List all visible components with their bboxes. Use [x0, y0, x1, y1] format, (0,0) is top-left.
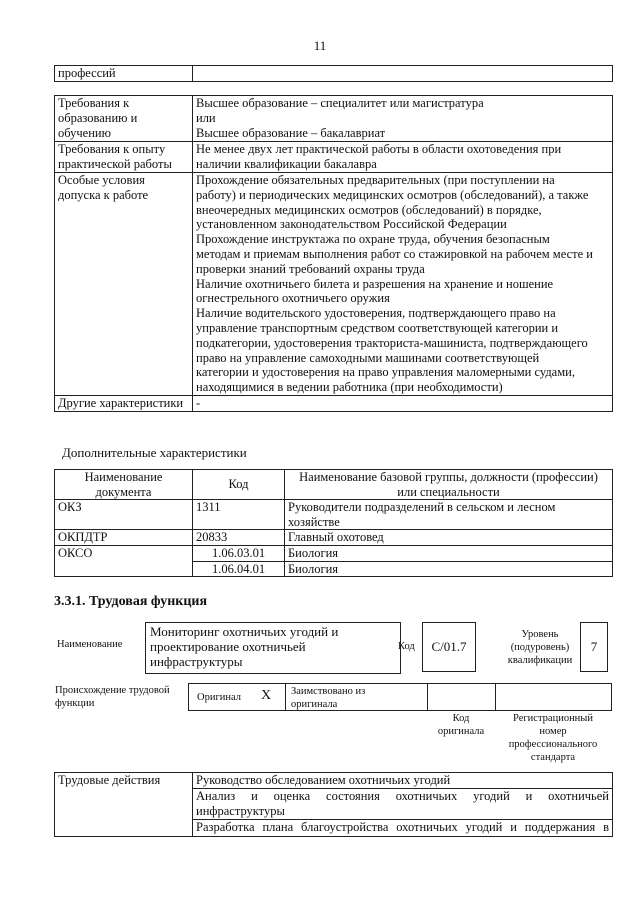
req-line: Прохождение инструктажа по охране труда, обучения безопасным [196, 232, 550, 247]
original-label: Оригинал [197, 692, 241, 703]
caption-line: Регистрационный [513, 713, 593, 724]
origin-label-line: Происхождение трудовой [55, 685, 170, 696]
caption-line: стандарта [530, 752, 576, 763]
req-line: работу) и периодических медицинских осмотров (обследований), а также [196, 187, 589, 202]
req-line: Наличие охотничьего билета и разрешения на хранение и ношение [196, 276, 554, 291]
cell-name: Главный охотовед [285, 530, 613, 546]
col-header: Код [193, 470, 285, 500]
req-line: Не менее двух лет практической работы в области охотоведения при [196, 142, 562, 156]
req-label: Требования к образованию и обучению [55, 96, 193, 142]
req-line: огнестрельного охотничьего оружия [196, 291, 390, 306]
level-label-line: квалификации [507, 655, 573, 666]
table-row [55, 500, 613, 530]
col-header: Наименование базовой группы, должности (профессии) или специальности [285, 470, 613, 500]
req-row-conditions [55, 173, 613, 396]
cell-doc: ОКПДТР [55, 530, 193, 546]
additional-title: Дополнительные характеристики [62, 445, 247, 460]
add-header-row [55, 470, 613, 500]
level-label-line: Уровень [521, 629, 559, 640]
borrowed-label-line: Заимствовано из [291, 686, 366, 697]
req-line: управление транспортным средством соответствующей категории и [196, 320, 559, 335]
req-line: установленном законодательством Российской Федерации [196, 217, 507, 232]
req-line: Высшее образование – специалитет или магистратура [196, 96, 484, 110]
req-line: наличии квалификации бакалавра [196, 156, 377, 171]
req-line: право на управление самоходными машинами соответствующей [196, 350, 540, 365]
cell-name: Биология [285, 545, 613, 561]
function-name-box [145, 622, 401, 674]
req-line: методам и приемам выполнения работ со стажировкой на рабочем месте и [196, 246, 593, 261]
level-value: 7 [580, 622, 608, 672]
divider [285, 684, 286, 710]
req-line: - [196, 395, 201, 410]
item-line: Разработка плана благоустройства охотничьих угодий и поддержания в [196, 820, 609, 834]
code-value: С/01.7 [422, 622, 476, 672]
page-number: 11 [313, 38, 327, 53]
req-row-education [55, 96, 613, 142]
code-label: Код [398, 641, 415, 652]
col-header: Наименование документа [55, 470, 193, 500]
req-value [193, 395, 613, 411]
req-line: находящимися в ведении работника (при необходимости) [196, 380, 503, 395]
item-line: инфраструктуры [196, 804, 285, 818]
req-row-other [55, 395, 613, 411]
function-name-label: Наименование [57, 639, 123, 650]
divider [427, 684, 428, 710]
code-original-caption [428, 712, 494, 738]
table-row [55, 545, 613, 561]
req-line: Высшее образование – бакалавриат [196, 125, 386, 140]
table-row [55, 530, 613, 546]
req-line: Наличие водительского удостоверения, подтверждающего право на [196, 306, 556, 321]
table-row [55, 773, 613, 789]
labor-action-item [193, 789, 613, 820]
caption-line: Код [452, 713, 470, 724]
cell-name: Руководители подразделений в сельском и лесном хозяйстве [285, 500, 613, 530]
origin-box [188, 683, 612, 711]
req-value [193, 142, 613, 173]
reg-number-caption [498, 712, 608, 764]
caption-line: номер [539, 726, 567, 737]
req-row-experience [55, 142, 613, 173]
req-line: категории и удостоверения на право управления маломерными судами, [196, 365, 575, 380]
top-row-left: профессий [55, 66, 193, 82]
borrowed-label [291, 685, 365, 711]
cell-name: Биология [285, 561, 613, 577]
labor-action-item [193, 820, 613, 837]
level-label-line: (подуровень) [510, 642, 570, 653]
divider [495, 684, 496, 710]
cell-code: 20833 [193, 530, 285, 546]
caption-line: профессионального [508, 739, 598, 750]
origin-label [55, 684, 170, 710]
req-line: Прохождение обязательных предварительных (при поступлении на [196, 173, 555, 187]
borrowed-label-line: оригинала [291, 699, 338, 710]
req-label: Особые условия допуска к работе [55, 173, 193, 396]
cell-code: 1.06.03.01 [193, 545, 285, 561]
req-line: подкатегории, удостоверения тракториста-машиниста, подтверждающего [196, 335, 588, 350]
cell-code: 1.06.04.01 [193, 561, 285, 577]
labor-action-item [193, 773, 613, 789]
function-name-line: инфраструктуры [150, 654, 243, 669]
function-name-line: проектирование охотничьей [150, 639, 306, 654]
requirements-table [54, 95, 613, 412]
req-value [193, 173, 613, 396]
cell-doc: ОКСО [55, 545, 193, 576]
labor-actions-label: Трудовые действия [55, 773, 193, 837]
top-row-right [193, 66, 613, 82]
cell-doc: ОКЗ [55, 500, 193, 530]
item-line: Руководство обследованием охотничьих угодий [196, 773, 451, 787]
original-mark: X [261, 688, 272, 703]
req-line: или [196, 110, 216, 125]
labor-actions-table [54, 772, 613, 837]
origin-label-line: функции [55, 698, 95, 709]
top-row-table [54, 65, 613, 82]
req-value [193, 96, 613, 142]
function-name-line: Мониторинг охотничьих угодий и [150, 624, 339, 639]
level-label [490, 628, 590, 667]
req-line: внеочередных медицинских осмотров (обследований) в порядке, [196, 202, 542, 217]
cell-code: 1311 [193, 500, 285, 530]
req-label: Другие характеристики [55, 395, 193, 411]
section-title: 3.3.1. Трудовая функция [54, 594, 208, 609]
req-label: Требования к опыту практической работы [55, 142, 193, 173]
req-line: проверки знаний требований охраны труда [196, 261, 425, 276]
caption-line: оригинала [437, 726, 485, 737]
item-line: Анализ и оценка состояния охотничьих угодий и охотничьей [196, 789, 609, 803]
additional-table [54, 469, 613, 577]
